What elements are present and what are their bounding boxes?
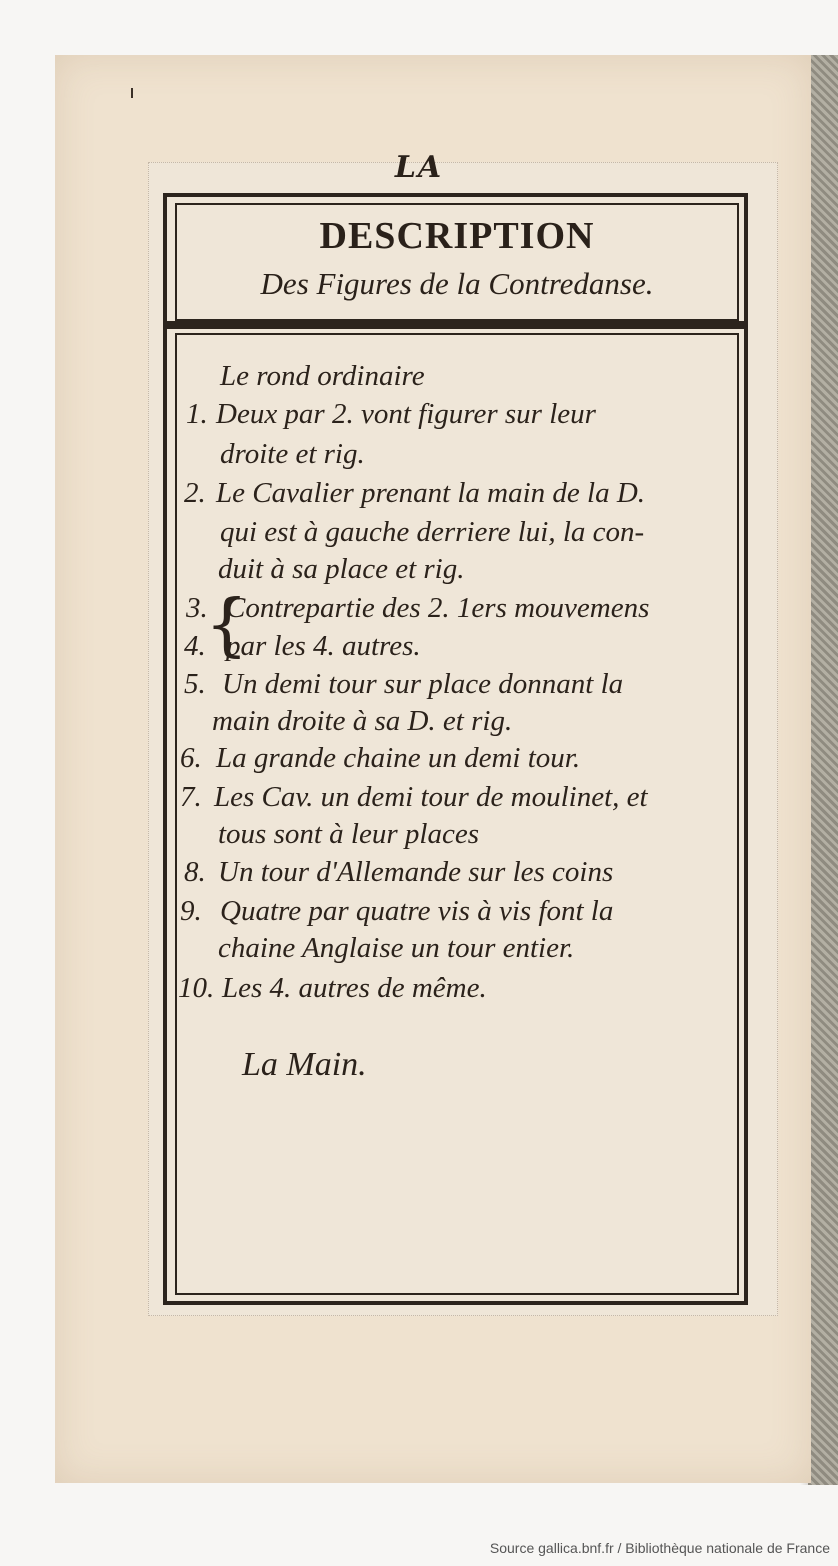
figure-line: qui est à gauche derriere lui, la con- bbox=[220, 516, 645, 548]
intro-line: Le rond ordinaire bbox=[220, 360, 425, 392]
ink-speck bbox=[131, 88, 133, 98]
figure-line: Un demi tour sur place donnant la bbox=[222, 668, 624, 700]
figure-number: 6. bbox=[180, 742, 202, 774]
closing-signature: La Main. bbox=[242, 1046, 367, 1083]
figure-number: 1. bbox=[186, 398, 208, 430]
page-subtitle: Des Figures de la Contredanse. bbox=[260, 266, 654, 301]
figure-number: 5. bbox=[184, 668, 206, 700]
figure-line: tous sont à leur places bbox=[218, 818, 479, 850]
source-credit: Source gallica.bnf.fr / Bibliothèque nationale de France bbox=[489, 1540, 830, 1556]
figure-number: 7. bbox=[180, 781, 202, 813]
figure-number: 3. bbox=[186, 592, 208, 624]
figure-line: chaine Anglaise un tour entier. bbox=[218, 932, 575, 964]
figure-line: Le Cavalier prenant la main de la D. bbox=[216, 477, 646, 509]
figure-line: La grande chaine un demi tour. bbox=[216, 742, 581, 774]
figure-line: Un tour d'Allemande sur les coins bbox=[218, 856, 614, 888]
figure-line: Quatre par quatre vis à vis font la bbox=[220, 895, 614, 927]
frame-rule bbox=[165, 321, 746, 329]
figure-line: droite et rig. bbox=[220, 438, 365, 470]
page-title: DESCRIPTION bbox=[319, 215, 595, 257]
figure-number: 9. bbox=[180, 895, 202, 927]
figure-line: Deux par 2. vont figurer sur leur bbox=[216, 398, 596, 430]
figure-number: 4. bbox=[184, 630, 206, 662]
book-binding bbox=[808, 55, 838, 1485]
figure-number: 10. bbox=[178, 972, 215, 1004]
figure-line: Contrepartie des 2. 1ers mouvemens bbox=[226, 592, 650, 624]
figure-line: par les 4. autres. bbox=[226, 630, 421, 662]
figure-line: Les Cav. un demi tour de moulinet, et bbox=[214, 781, 648, 813]
figure-line: Les 4. autres de même. bbox=[222, 972, 487, 1004]
brace: { bbox=[205, 586, 249, 665]
figure-line: main droite à sa D. et rig. bbox=[212, 705, 513, 737]
figure-number: 2. bbox=[184, 477, 206, 509]
figure-line: duit à sa place et rig. bbox=[218, 553, 465, 585]
figure-number: 8. bbox=[184, 856, 206, 888]
running-head: LA bbox=[394, 150, 444, 185]
